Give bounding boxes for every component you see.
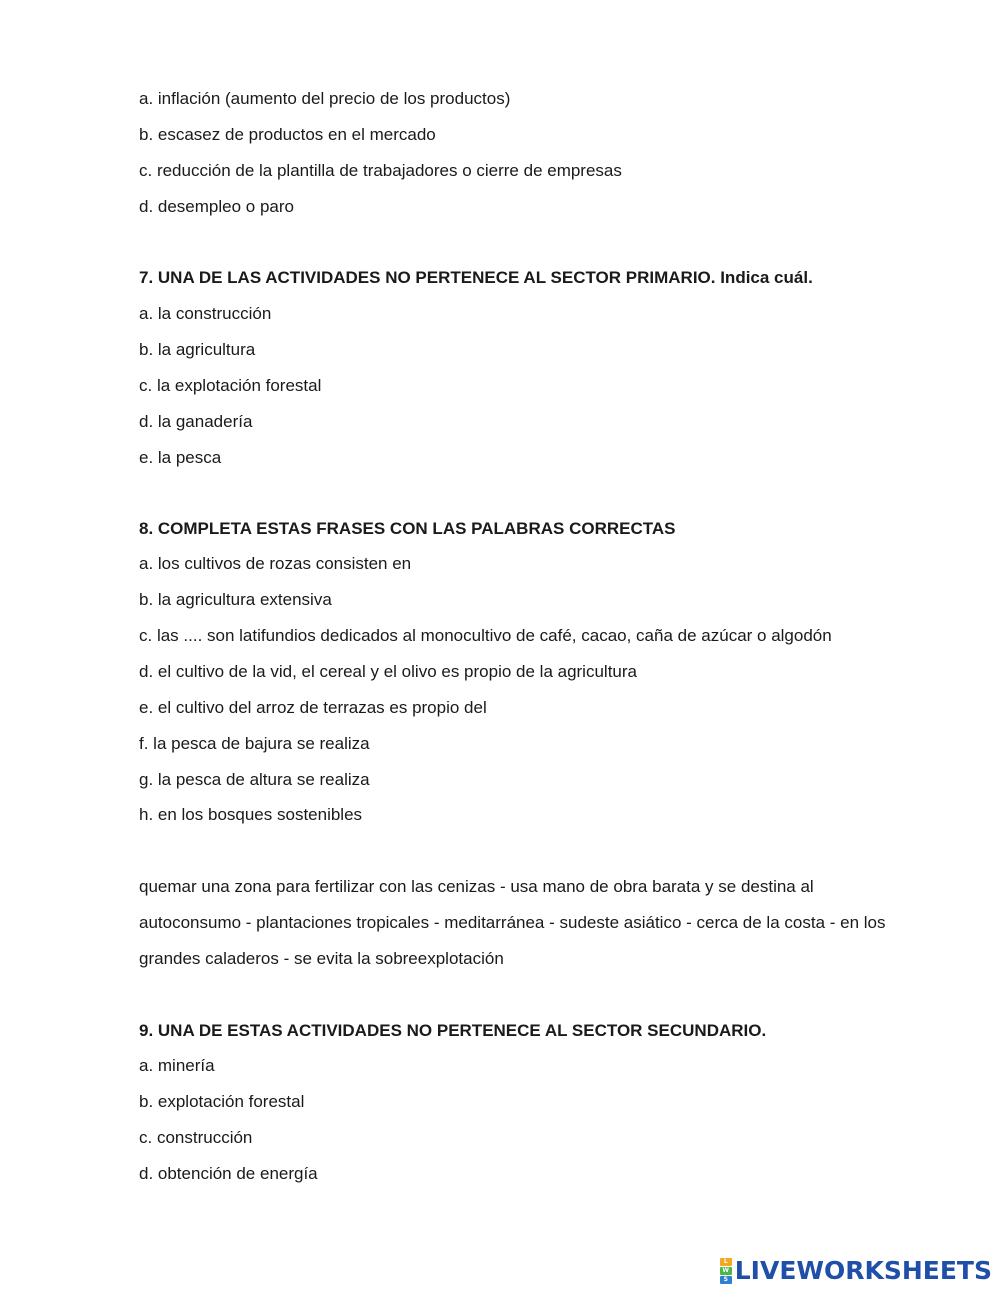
q6-option-b: b. escasez de productos en el mercado xyxy=(139,125,436,144)
logo-mark-block: S xyxy=(720,1276,732,1284)
logo-mark-icon xyxy=(720,1258,732,1284)
word-bank-line-2: autoconsumo - plantaciones tropicales - meditarránea - sudeste asiático - cerca de la costa - en los xyxy=(139,913,886,932)
q8-heading: 8. COMPLETA ESTAS FRASES CON LAS PALABRAS CORRECTAS xyxy=(139,519,676,538)
q8-item-b: b. la agricultura extensiva xyxy=(139,590,332,609)
word-bank-line-1: quemar una zona para fertilizar con las cenizas - usa mano de obra barata y se destina al xyxy=(139,877,814,896)
q8-item-d: d. el cultivo de la vid, el cereal y el olivo es propio de la agricultura xyxy=(139,662,637,681)
q8-item-g: g. la pesca de altura se realiza xyxy=(139,770,370,789)
q9-option-d: d. obtención de energía xyxy=(139,1164,318,1183)
q7-option-c: c. la explotación forestal xyxy=(139,376,322,395)
q7-option-a: a. la construcción xyxy=(139,304,272,323)
q9-option-b: b. explotación forestal xyxy=(139,1092,305,1111)
word-bank-line-3: grandes caladeros - se evita la sobreexplotación xyxy=(139,949,504,968)
q9-option-a: a. minería xyxy=(139,1056,215,1075)
logo-text: LIVEWORKSHEETS xyxy=(734,1256,992,1285)
q6-option-d: d. desempleo o paro xyxy=(139,197,294,216)
q7-option-b: b. la agricultura xyxy=(139,340,256,359)
q8-item-c: c. las .... son latifundios dedicados al monocultivo de café, cacao, caña de azúcar o algodón xyxy=(139,626,832,645)
q8-item-e: e. el cultivo del arroz de terrazas es propio del xyxy=(139,698,487,717)
q9-heading: 9. UNA DE ESTAS ACTIVIDADES NO PERTENECE AL SECTOR SECUNDARIO. xyxy=(139,1021,767,1040)
q8-item-h: h. en los bosques sostenibles xyxy=(139,805,363,824)
logo-mark-block: L xyxy=(720,1258,732,1266)
q8-item-a: a. los cultivos de rozas consisten en xyxy=(139,554,412,573)
q6-option-c: c. reducción de la plantilla de trabajadores o cierre de empresas xyxy=(139,161,622,180)
q9-option-c: c. construcción xyxy=(139,1128,253,1147)
q7-option-d: d. la ganadería xyxy=(139,412,253,431)
q6-option-a: a. inflación (aumento del precio de los productos) xyxy=(139,89,511,108)
logo-mark-block: W xyxy=(720,1267,732,1275)
q7-option-e: e. la pesca xyxy=(139,448,222,467)
liveworksheets-logo xyxy=(720,1257,992,1285)
q8-item-f: f. la pesca de bajura se realiza xyxy=(139,734,370,753)
q7-heading: 7. UNA DE LAS ACTIVIDADES NO PERTENECE AL SECTOR PRIMARIO. Indica cuál. xyxy=(139,268,813,287)
